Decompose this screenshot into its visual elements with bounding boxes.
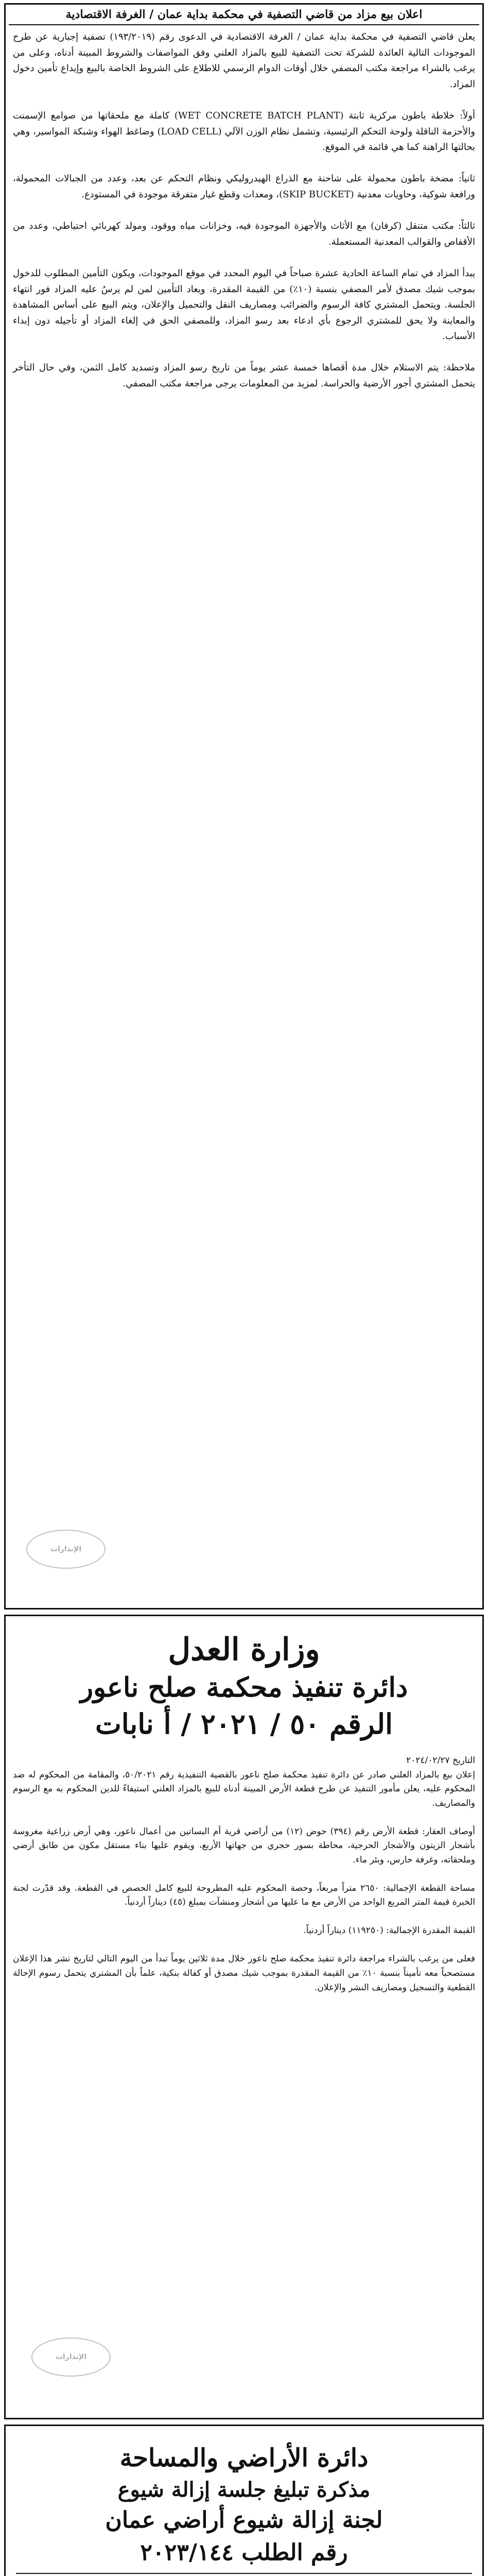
case-number-heading: الرقم ٥٠ / ٢٠٢١ / أ نابات xyxy=(95,1707,393,1740)
lands-department-notice-box xyxy=(4,2425,484,2576)
ministry-heading: وزارة العدل xyxy=(168,1632,320,1668)
department-heading: دائرة الأراضي والمساحة xyxy=(119,2444,369,2472)
justice-ministry-notice-box xyxy=(4,1615,484,2419)
auction-notice-box xyxy=(4,3,484,1609)
department-heading: دائرة تنفيذ محكمة صلح ناعور xyxy=(80,1672,408,1703)
request-number: رقم الطلب ٢٠٢٣/١٤٤ xyxy=(16,2539,472,2574)
watermark-stamp: الإنذارات xyxy=(26,1530,106,1569)
notice-body: يعلن قاضي التصفية في محكمة بداية عمان / الغرفة الاقتصادية في الدعوى رقم (١٩٣/٢٠١٩) تصفية إجبارية عن طرح الموجودات التالية العائدة للشركة تحت التصفية للبيع بالمزاد العلني وفق المواصفات والشروط المبينة أدناه، وعلى من يرغب بالشراء مراجعة مكتب المصفي خلال أوقات الدوام الرسمي للاطلاع على الشروط الخاصة بالبيع وإيداع تأمين دخول المزاد. أولاً: خلاطة باطون مركزية ثابتة (WET CONCRETE BATCH PLANT) كاملة مع ملحقاتها من صوامع الإسمنت والأحزمة الناقلة ولوحة التحكم الرئيسية، وتشمل نظام الوزن الآلي (LOAD CELL) وضاغط الهواء وشبكة المواسير، وهي بحالتها الراهنة كما هي قائمة في الموقع. ثانياً: مضخة باطون محمولة على شاحنة مع الذراع الهيدروليكي ونظام التحكم عن بعد، وعدد من الجبالات المحمولة، ورافعة شوكية، وحاويات معدنية (SKIP BUCKET)، ومعدات وقطع غيار متفرقة موجودة في المستودع. ثالثاً: مكتب متنقل (كرفان) مع الأثاث والأجهزة الموجودة فيه، وخزانات مياه ووقود، ومولد كهربائي احتياطي، وعدد من الأقفاص والقوالب المعدنية المستعملة. يبدأ المزاد في تمام الساعة الحادية عشرة صباحاً في اليوم المحدد في موقع الموجودات، ويكون التأمين المطلوب للدخول بموجب شيك مصدق لأمر المصفي بنسبة (١٠٪) من القيمة المقدرة، ويعاد التأمين لمن لم يرسُ عليه المزاد فور انتهاء الجلسة. ويتحمل المشتري كافة الرسوم والضرائب ومصاريف النقل والتحميل والإعلان، ويتم البيع على أساس المشاهدة والمعاينة ولا يحق للمشتري الرجوع بأي ادعاء بعد رسو المزاد، وللمصفي الحق في إلغاء المزاد أو تأجيله دون إبداء الأسباب. ملاحظة: يتم الاستلام خلال مدة أقصاها خمسة عشر يوماً من تاريخ رسو المزاد وتسديد كامل الثمن، وفي حال التأخر يتحمل المشتري أجور الأرضية والحراسة. لمزيد من المعلومات يرجى مراجعة مكتب المصفي. xyxy=(13,31,475,389)
notified-parties-list xyxy=(6,2574,482,2576)
committee-heading: لجنة إزالة شيوع أراضي عمان xyxy=(105,2507,383,2533)
notice-title: اعلان بيع مزاد من قاضي التصفية في محكمة بداية عمان / الغرفة الاقتصادية xyxy=(9,5,479,25)
notice-body: التاريخ ٢٠٢٤/٠٢/٢٧ إعلان بيع بالمزاد العلني صادر عن دائرة تنفيذ محكمة صلح ناعور بالقضية التنفيذية رقم ٥٠/٢٠٢١، والمقامة من المحكوم له ضد المحكوم عليه، يعلن مأمور التنفيذ عن طرح قطعة الأرض المبينة أدناه للبيع بالمزاد العلني استيفاءً للدين المحكوم به مع الرسوم والمصاريف. أوصاف العقار: قطعة الأرض رقم (٣٩٤) حوض (١٢) من أراضي قرية أم البساتين من أعمال ناعور، وهي أرض زراعية مغروسة بأشجار الزيتون والأشجار الحرجية، محاطة بسور حجري من جهاتها الأربع، ويقوم عليها بناء مستقل مكون من طابق أرضي وملحقاته، وغرفة حارس، وبئر ماء. مساحة القطعة الإجمالية: ٢٦٥٠ متراً مربعاً، وحصة المحكوم عليه المطروحة للبيع كامل الحصص في القطعة. وقد قدّرت لجنة الخبرة قيمة المتر المربع الواحد من الأرض مع ما عليها من أشجار ومنشآت بمبلغ (٤٥) ديناراً أردنياً. القيمة المقدرة الإجمالية: (١١٩٢٥٠) ديناراً أردنياً. فعلى من يرغب بالشراء مراجعة دائرة تنفيذ محكمة صلح ناعور خلال مدة ثلاثين يوماً تبدأ من اليوم التالي لتاريخ نشر هذا الإعلان مستصحباً معه تأميناً بنسبة ١٠٪ من القيمة المقدرة بموجب شيك مصدق أو كفالة بنكية، علماً بأن المشتري يتحمل رسوم الإحالة القطعية والتسجيل ومصاريف النشر والإعلان. xyxy=(13,1755,476,1993)
watermark-stamp: الإنذارات xyxy=(31,2337,111,2377)
memo-heading: مذكرة تبليغ جلسة إزالة شيوع xyxy=(117,2478,371,2502)
